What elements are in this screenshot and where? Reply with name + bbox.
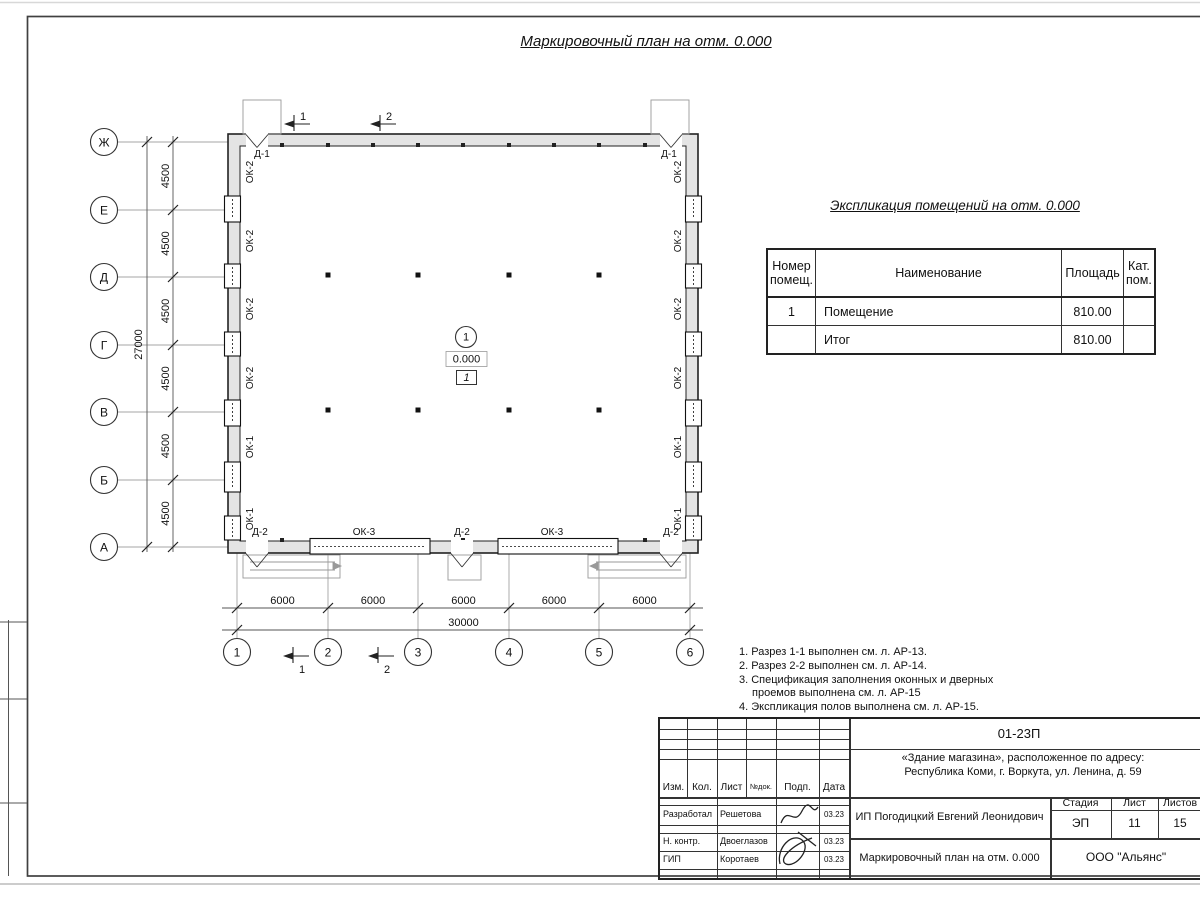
section-number: 2: [385, 111, 393, 123]
dim-6000: 6000: [541, 595, 567, 607]
col-axis-label: 6: [686, 645, 694, 660]
cell-area: 810.00: [1062, 326, 1124, 355]
col-axis-label: 1: [233, 645, 241, 660]
rev-col-doc: №док.: [750, 782, 772, 792]
role-label: Разработал: [663, 809, 712, 819]
title-block: [658, 717, 1200, 880]
sheet-label: Лист: [1123, 796, 1146, 809]
dim-6000: 6000: [632, 595, 657, 607]
cell-name: Помещение: [816, 297, 1062, 326]
object-address-line2: Республика Коми, г. Воркута, ул. Ленина, д. 59: [904, 765, 1142, 778]
role-date: 03.23: [823, 855, 845, 865]
dim-6000: 6000: [270, 595, 295, 607]
explication-title: Экспликация помещений на отм. 0.000: [830, 198, 1080, 213]
sheets-value: 15: [1173, 816, 1187, 831]
sheets-label: Листов: [1162, 796, 1198, 809]
drawing-title: Маркировочный план на отм. 0.000: [859, 851, 1040, 864]
role-date: 03.23: [823, 810, 845, 820]
cell-category: [1124, 297, 1155, 326]
row-axis-label: А: [99, 540, 109, 555]
stage-value: ЭП: [1071, 816, 1090, 831]
dim-4500: 4500: [160, 366, 172, 391]
role-label: Н. контр.: [663, 836, 701, 846]
col-header-area: Площадь: [1062, 249, 1124, 297]
col-header-number: Номер помещ.: [767, 249, 816, 297]
role-label: ГИП: [663, 854, 681, 864]
window-tag: ОК-2: [673, 366, 684, 390]
dim-6000: 6000: [360, 595, 386, 607]
cell-name: Итог: [816, 326, 1062, 355]
cell-category: [1124, 326, 1155, 355]
dim-4500: 4500: [160, 298, 172, 324]
left-dimensions: [133, 136, 178, 552]
cell-area: 810.00: [1062, 297, 1124, 326]
note-line: 2. Разрез 2-2 выполнен см. л. АР-14.: [739, 659, 927, 672]
row-axis-label: Г: [100, 338, 108, 353]
dim-4500: 4500: [160, 433, 172, 459]
note-line: проемов выполнена см. л. АР-15: [752, 687, 921, 700]
explication-table: [766, 248, 1156, 355]
row-axis-label: Д: [99, 270, 109, 285]
dim-30000: 30000: [448, 617, 479, 629]
company-name: ООО "Альянс": [1085, 850, 1167, 865]
signature: [772, 824, 820, 876]
window-tag: ОК-3: [540, 527, 564, 538]
room-elevation: 0.000: [452, 353, 481, 366]
window-tag: ОК-3: [352, 527, 376, 538]
page-title: Маркировочный план на отм. 0.000: [520, 33, 772, 50]
window-tag: ОК-2: [245, 366, 256, 390]
rev-col-kol: Кол.: [692, 782, 712, 793]
role-name: Решетова: [720, 809, 762, 819]
dim-27000: 27000: [133, 329, 145, 360]
dim-4500: 4500: [160, 231, 172, 256]
note-line: 1. Разрез 1-1 выполнен см. л. АР-13.: [739, 646, 927, 658]
door-tag: Д-2: [663, 527, 679, 538]
table-row: [767, 297, 1155, 326]
window-tag: ОК-1: [245, 507, 256, 531]
window-tag: ОК-2: [673, 160, 684, 184]
table-header-row: [767, 249, 1155, 297]
dim-4500: 4500: [160, 163, 172, 189]
window-tag: ОК-2: [245, 160, 256, 184]
section-number: 2: [383, 664, 391, 676]
left-margin-stamp: [0, 620, 27, 876]
note-line: 3. Спецификация заполнения оконных и дверных: [739, 673, 994, 686]
door-tag: Д-2: [252, 527, 268, 538]
rev-col-list: Лист: [720, 782, 743, 793]
stage-label: Стадия: [1062, 796, 1099, 809]
rev-col-podp: Подп.: [784, 782, 811, 793]
col-axis-label: 3: [414, 645, 422, 660]
col-axis-label: 4: [505, 645, 513, 660]
window-tag: ОК-1: [673, 507, 684, 531]
window-tag: ОК-2: [673, 297, 684, 321]
section-number: 1: [299, 111, 307, 123]
door-tag: Д-1: [254, 149, 270, 160]
object-address: [849, 752, 1197, 779]
note-line: 4. Экспликация полов выполнена см. л. АР-15.: [739, 701, 979, 714]
window-tag: ОК-2: [245, 229, 256, 253]
row-axis-label: В: [99, 405, 109, 420]
rev-col-data: Дата: [822, 782, 846, 793]
row-axes: [91, 129, 229, 561]
window-tag: ОК-1: [245, 435, 256, 459]
role-name: Двоеглазов: [720, 836, 768, 846]
room-number: 1: [462, 331, 470, 344]
col-axis-label: 2: [324, 645, 332, 660]
door-tag: Д-2: [454, 527, 470, 538]
doc-number: 01-23П: [997, 725, 1041, 741]
cell-number: 1: [767, 297, 816, 326]
bottom-dimensions: [222, 595, 703, 635]
object-address-line1: «Здание магазина», расположенное по адресу:: [901, 752, 1145, 764]
row-axis-label: Ж: [98, 135, 110, 150]
window-tag: ОК-1: [673, 435, 684, 459]
sheet-value: 11: [1128, 816, 1141, 831]
client-name: ИП Погодицкий Евгений Леонидович: [855, 811, 1044, 824]
notes-block: [739, 646, 993, 715]
floor-type-tag: 1: [463, 372, 470, 384]
window-tag: ОК-2: [673, 229, 684, 253]
row-axis-label: Б: [100, 473, 108, 488]
section-number: 1: [298, 664, 306, 676]
dim-4500: 4500: [160, 501, 172, 526]
rev-col-izm: Изм.: [662, 782, 685, 793]
role-date: 03.23: [823, 837, 845, 847]
col-axis-label: 5: [595, 645, 603, 660]
row-axis-label: Е: [99, 203, 109, 218]
col-header-category: Кат. пом.: [1124, 249, 1155, 297]
col-header-name: Наименование: [816, 249, 1062, 297]
door-tag: Д-1: [661, 149, 677, 160]
cell-number: [767, 326, 816, 355]
window-tag: ОК-2: [245, 297, 256, 321]
dim-6000: 6000: [451, 595, 476, 607]
table-row: [767, 326, 1155, 355]
role-name: Коротаев: [720, 854, 759, 864]
